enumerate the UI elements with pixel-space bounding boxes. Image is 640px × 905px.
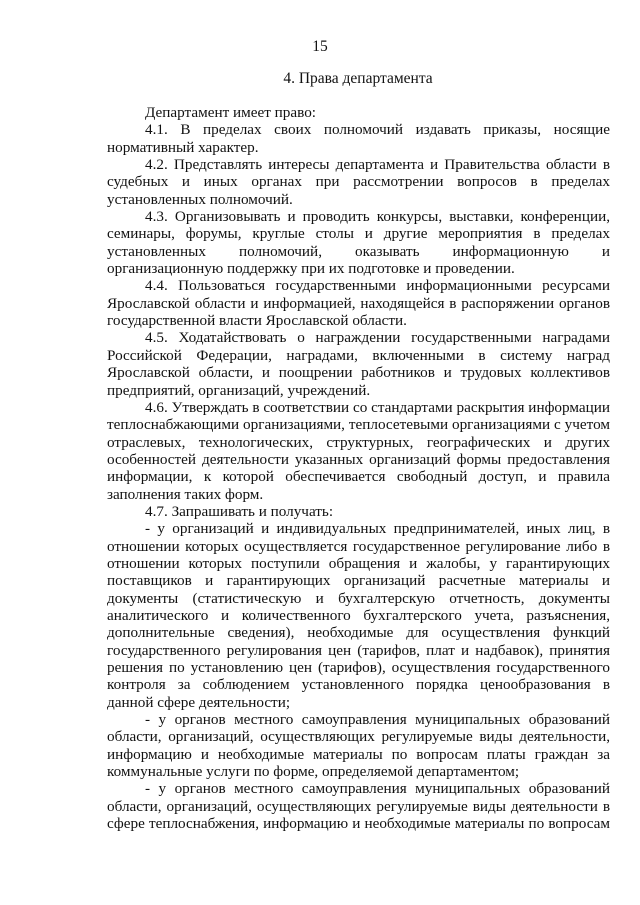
paragraph-4-5: 4.5. Ходатайствовать о награждении государственными наградами Российской Федерации, наградами, включенными в систему наград Ярославской области, и поощрении работников и трудовых коллективов предприятий, организаций, учреждений. bbox=[107, 329, 610, 399]
document-body bbox=[107, 104, 610, 832]
list-item-organizations: - у организаций и индивидуальных предпринимателей, иных лиц, в отношении которых осуществляется государственное регулирование либо в отношении которых поступили обращения и жалобы, у гарантирующих поставщиков и гарантирующих организаций расчетные материалы и документы (статистическую и бухгалтерскую отчетность, документы аналитического и количественного бухгалтерского учета, разъяснения, дополнительные сведения), необходимые для осуществления функций государственного регулирования цен (тарифов, плат и надбавок), принятия решения по установлению цен (тарифов), осуществления государственного контроля за соблюдением установленного порядка ценообразования в данной сфере деятельности; bbox=[107, 520, 610, 711]
paragraph-4-7: 4.7. Запрашивать и получать: bbox=[145, 502, 334, 520]
paragraph-4-1: 4.1. В пределах своих полномочий издавать приказы, носящие нормативный характер. bbox=[107, 121, 610, 156]
paragraph-intro: Департамент имеет право: bbox=[145, 104, 317, 121]
paragraph-4-6: 4.6. Утверждать в соответствии со стандартами раскрытия информации теплоснабжающими организациями, теплосетевыми организациями с учетом отраслевых, технологических, структурных, географических и других особенностей деятельности указанных организаций формы предоставления информации, к которой обеспечивается свободный доступ, и правила заполнения таких форм. bbox=[107, 398, 610, 503]
paragraph-4-2: 4.2. Представлять интересы департамента и Правительства области в судебных и иных органах при рассмотрении вопросов в пределах установленных полномочий. bbox=[107, 156, 610, 208]
paragraph-4-4: 4.4. Пользоваться государственными информационными ресурсами Ярославской области и информацией, находящейся в распоряжении органов государственной власти Ярославской области. bbox=[107, 277, 610, 330]
list-item-local-government-utilities: - у органов местного самоуправления муниципальных образований области, организаций, осуществляющих регулируемые виды деятельности, информацию и необходимые материалы по вопросам платы граждан за коммунальные услуги по форме, определяемой департаментом; bbox=[107, 711, 610, 781]
section-title: 4. Права департамента bbox=[283, 70, 433, 87]
page-number: 15 bbox=[312, 38, 328, 55]
list-item-local-government-heat: - у органов местного самоуправления муниципальных образований области, организаций, осуществляющих регулируемые виды деятельности в сфере теплоснабжения, информацию и необходимые материалы по вопросам bbox=[107, 780, 610, 833]
paragraph-4-3: 4.3. Организовывать и проводить конкурсы, выставки, конференции, семинары, форумы, круглые столы и другие мероприятия в пределах установленных полномочий, оказывать информационную и организационную поддержку при их подготовке и проведении. bbox=[107, 208, 610, 278]
